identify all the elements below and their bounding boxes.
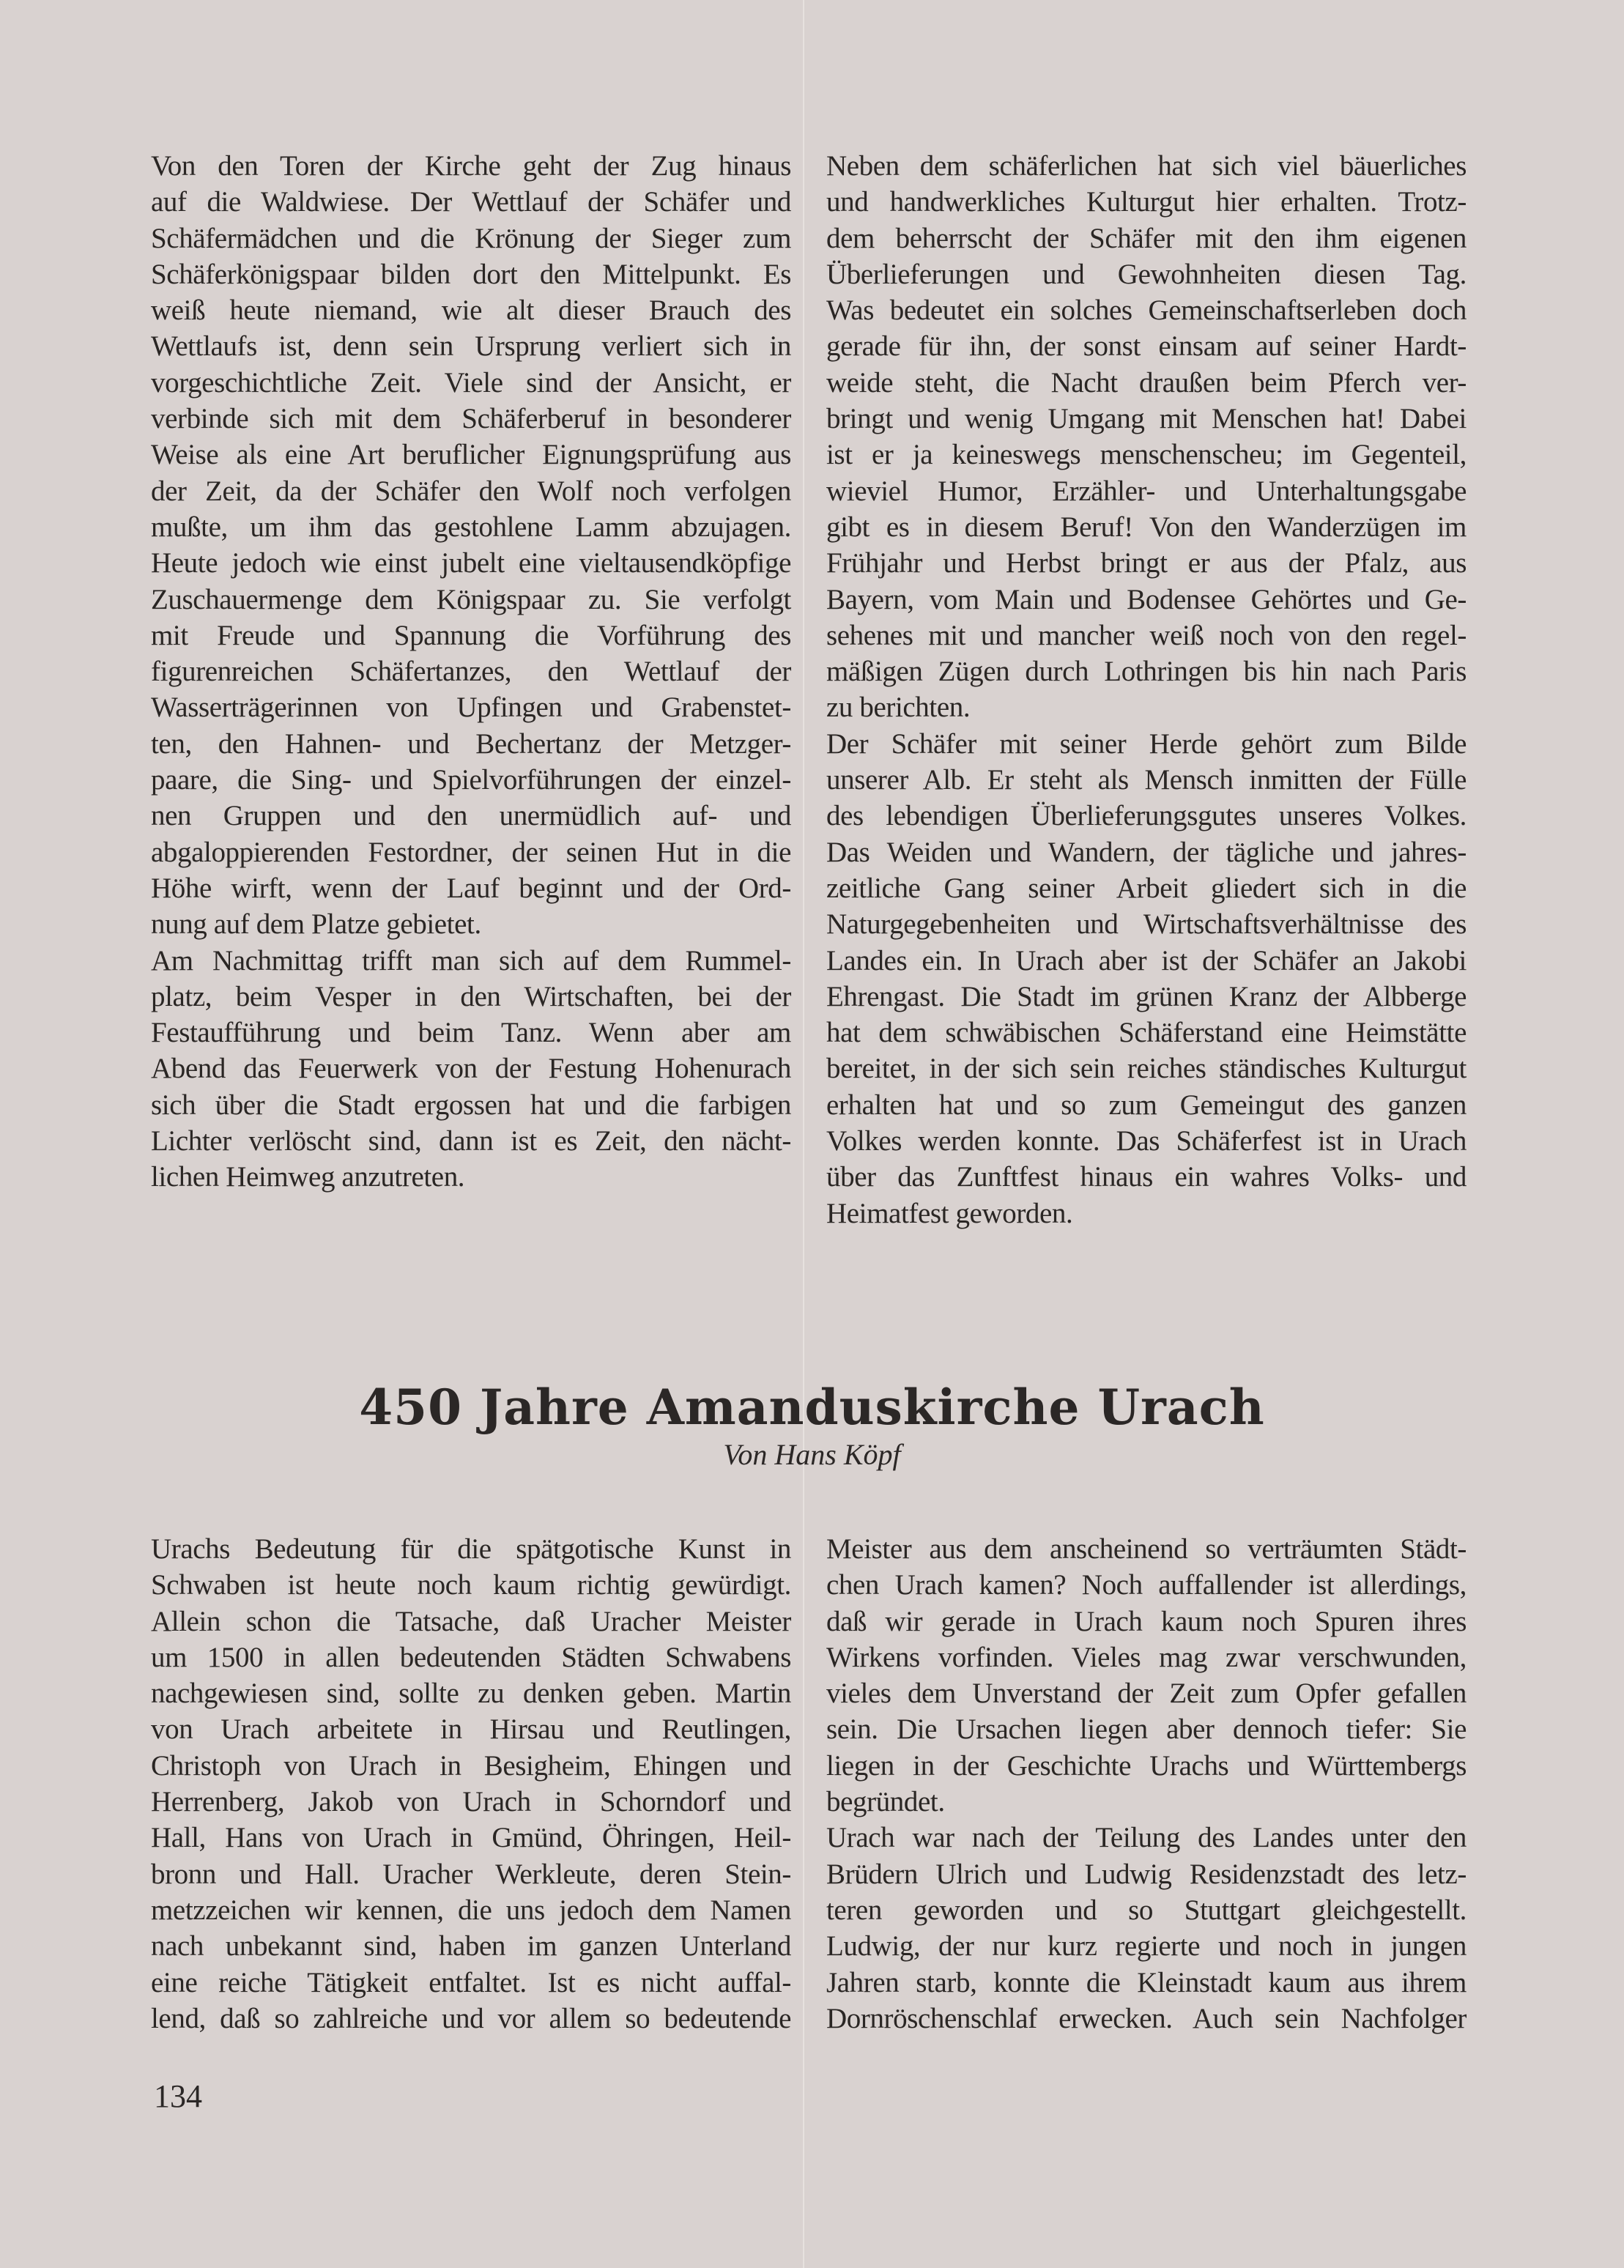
text-line: erhalten hat und so zum Gemeingut des ganzen: [826, 1089, 1467, 1121]
text-line: Hall, Hans von Urach in Gmünd, Öhringen, Heil-: [151, 1822, 791, 1854]
text-line: Dornröschenschlaf erwecken. Auch sein Nachfolger: [826, 2002, 1467, 2034]
text-line: gerade für ihn, der sonst einsam auf seiner Hardt-: [826, 330, 1467, 363]
text-line: nen Gruppen und den unermüdlich auf- und: [151, 800, 791, 832]
previous-article-left-column: [151, 148, 791, 1196]
text-line: Volkes werden konnte. Das Schäferfest ist in Urach: [826, 1125, 1467, 1157]
text-line: hat dem schwäbischen Schäferstand eine Heimstätte: [826, 1017, 1467, 1049]
text-line: nung auf dem Platze gebietet.: [151, 908, 481, 941]
text-line: wieviel Humor, Erzähler- und Unterhaltungsgabe: [826, 475, 1467, 507]
text-line: metzzeichen wir kennen, die uns jedoch dem Namen: [151, 1894, 791, 1926]
text-line: vorgeschichtliche Zeit. Viele sind der Ansicht, er: [151, 366, 791, 399]
text-line: sich über die Stadt ergossen hat und die farbigen: [151, 1089, 791, 1121]
text-line: Höhe wirft, wenn der Lauf beginnt und der Ord-: [151, 872, 791, 904]
text-line: bronn und Hall. Uracher Werkleute, deren Stein-: [151, 1858, 791, 1890]
text-line: dem beherrscht der Schäfer mit den ihm eigenen: [826, 222, 1467, 254]
text-line: Was bedeutet ein solches Gemeinschaftserleben doch: [826, 294, 1467, 327]
text-line: lichen Heimweg anzutreten.: [151, 1161, 465, 1193]
article-left-column: [151, 1531, 791, 2037]
text-line: Bayern, vom Main und Bodensee Gehörtes und Ge-: [826, 583, 1467, 615]
text-line: Jahren starb, konnte die Kleinstadt kaum aus ihrem: [826, 1966, 1467, 1998]
text-line: Allein schon die Tatsache, daß Uracher Meister: [151, 1605, 791, 1637]
text-line: sehenes mit und mancher weiß noch von den regel-: [826, 619, 1467, 651]
text-line: Ludwig, der nur kurz regierte und noch in jungen: [826, 1930, 1467, 1963]
article-title: 450 Jahre Amanduskirche Urach: [359, 1379, 1265, 1437]
text-line: lend, daß so zahlreiche und vor allem so bedeutende: [151, 2002, 791, 2034]
text-line: zu berichten.: [826, 692, 971, 724]
text-line: bringt und wenig Umgang mit Menschen hat! Dabei: [826, 403, 1467, 435]
text-line: der Zeit, da der Schäfer den Wolf noch verfolgen: [151, 475, 791, 507]
text-line: liegen in der Geschichte Urachs und Württembergs: [826, 1749, 1467, 1782]
text-line: Von den Toren der Kirche geht der Zug hinaus: [151, 150, 791, 182]
article-right-column: [826, 1531, 1467, 2037]
text-line: Brüdern Ulrich und Ludwig Residenzstadt des letz-: [826, 1858, 1467, 1890]
previous-article-right-column: [826, 148, 1467, 1231]
text-line: Schäfermädchen und die Krönung der Sieger zum: [151, 222, 791, 254]
text-line: chen Urach kamen? Noch auffallender ist allerdings,: [826, 1569, 1467, 1601]
page-fold-crease: [803, 0, 804, 2268]
text-line: von Urach arbeitete in Hirsau und Reutlingen,: [151, 1713, 791, 1746]
text-line: begründet.: [826, 1786, 945, 1818]
text-line: zeitliche Gang seiner Arbeit gliedert sich in die: [826, 872, 1467, 904]
text-line: Überlieferungen und Gewohnheiten diesen Tag.: [826, 258, 1467, 290]
text-line: Herrenberg, Jakob von Urach in Schorndorf und: [151, 1786, 791, 1818]
text-line: verbinde sich mit dem Schäferberuf in besonderer: [151, 403, 791, 435]
text-line: Naturgegebenheiten und Wirtschaftsverhältnisse des: [826, 908, 1467, 941]
text-line: Lichter verlöscht sind, dann ist es Zeit, den nächt-: [151, 1125, 791, 1157]
text-line: Urach war nach der Teilung des Landes unter den: [826, 1822, 1467, 1854]
text-line: Frühjahr und Herbst bringt er aus der Pfalz, aus: [826, 547, 1467, 579]
text-line: nach unbekannt sind, haben im ganzen Unterland: [151, 1930, 791, 1963]
article-author: Von Hans Köpf: [723, 1438, 901, 1471]
text-line: Landes ein. In Urach aber ist der Schäfer an Jakobi: [826, 944, 1467, 976]
text-line: nachgewiesen sind, sollte zu denken geben. Martin: [151, 1678, 791, 1710]
text-line: platz, beim Vesper in den Wirtschaften, bei der: [151, 980, 791, 1012]
text-line: Festaufführung und beim Tanz. Wenn aber am: [151, 1017, 791, 1049]
text-line: Schäferkönigspaar bilden dort den Mittelpunkt. Es: [151, 258, 791, 290]
text-line: Zuschauermenge dem Königspaar zu. Sie verfolgt: [151, 583, 791, 615]
text-line: gibt es in diesem Beruf! Von den Wanderzügen im: [826, 511, 1467, 543]
text-line: mäßigen Zügen durch Lothringen bis hin nach Paris: [826, 656, 1467, 688]
text-line: bereitet, in der sich sein reiches ständisches Kulturgut: [826, 1053, 1467, 1085]
text-line: mußte, um ihm das gestohlene Lamm abzujagen.: [151, 511, 791, 543]
text-line: weide steht, die Nacht draußen beim Pferch ver-: [826, 366, 1467, 399]
text-line: auf die Waldwiese. Der Wettlauf der Schäfer und: [151, 186, 791, 218]
text-line: Ehrengast. Die Stadt im grünen Kranz der Albberge: [826, 980, 1467, 1012]
text-line: teren geworden und so Stuttgart gleichgestellt.: [826, 1894, 1467, 1926]
text-line: eine reiche Tätigkeit entfaltet. Ist es nicht auffal-: [151, 1966, 791, 1998]
text-line: Heimatfest geworden.: [826, 1197, 1073, 1229]
text-line: mit Freude und Spannung die Vorführung des: [151, 619, 791, 651]
text-line: weiß heute niemand, wie alt dieser Brauch des: [151, 294, 791, 327]
text-line: um 1500 in allen bedeutenden Städten Schwabens: [151, 1641, 791, 1673]
page-number: 134: [154, 2078, 202, 2114]
text-line: Christoph von Urach in Besigheim, Ehingen und: [151, 1749, 791, 1782]
text-line: Abend das Feuerwerk von der Festung Hohenurach: [151, 1053, 791, 1085]
text-line: figurenreichen Schäfertanzes, den Wettlauf der: [151, 656, 791, 688]
text-line: unserer Alb. Er steht als Mensch inmitten der Fülle: [826, 764, 1467, 796]
text-line: Meister aus dem anscheinend so verträumten Städt-: [826, 1533, 1467, 1565]
text-line: Weise als eine Art beruflicher Eignungsprüfung aus: [151, 439, 791, 471]
text-line: Neben dem schäferlichen hat sich viel bäuerliches: [826, 150, 1467, 182]
text-line: vieles dem Unverstand der Zeit zum Opfer gefallen: [826, 1678, 1467, 1710]
text-line: abgaloppierenden Festordner, der seinen Hut in die: [151, 836, 791, 868]
text-line: Das Weiden und Wandern, der tägliche und jahres-: [826, 836, 1467, 868]
text-line: paare, die Sing- und Spielvorführungen der einzel-: [151, 764, 791, 796]
text-line: Heute jedoch wie einst jubelt eine vieltausendköpfige: [151, 547, 791, 579]
text-line: ten, den Hahnen- und Bechertanz der Metzger-: [151, 727, 791, 760]
text-line: ist er ja keineswegs menschenscheu; im Gegenteil,: [826, 439, 1467, 471]
text-line: daß wir gerade in Urach kaum noch Spuren ihres: [826, 1605, 1467, 1637]
text-line: Wirkens vorfinden. Vieles mag zwar verschwunden,: [826, 1641, 1467, 1673]
text-line: Schwaben ist heute noch kaum richtig gewürdigt.: [151, 1569, 791, 1601]
text-line: Wasserträgerinnen von Upfingen und Grabenstet-: [151, 692, 791, 724]
text-line: des lebendigen Überlieferungsgutes unseres Volkes.: [826, 800, 1467, 832]
text-line: Der Schäfer mit seiner Herde gehört zum Bilde: [826, 727, 1467, 760]
text-line: Wettlaufs ist, denn sein Ursprung verliert sich in: [151, 330, 791, 363]
text-line: Urachs Bedeutung für die spätgotische Kunst in: [151, 1533, 791, 1565]
text-line: Am Nachmittag trifft man sich auf dem Rummel-: [151, 944, 791, 976]
text-line: über das Zunftfest hinaus ein wahres Volks- und: [826, 1161, 1467, 1193]
text-line: sein. Die Ursachen liegen aber dennoch tiefer: Sie: [826, 1713, 1467, 1746]
text-line: und handwerkliches Kulturgut hier erhalten. Trotz-: [826, 186, 1467, 218]
